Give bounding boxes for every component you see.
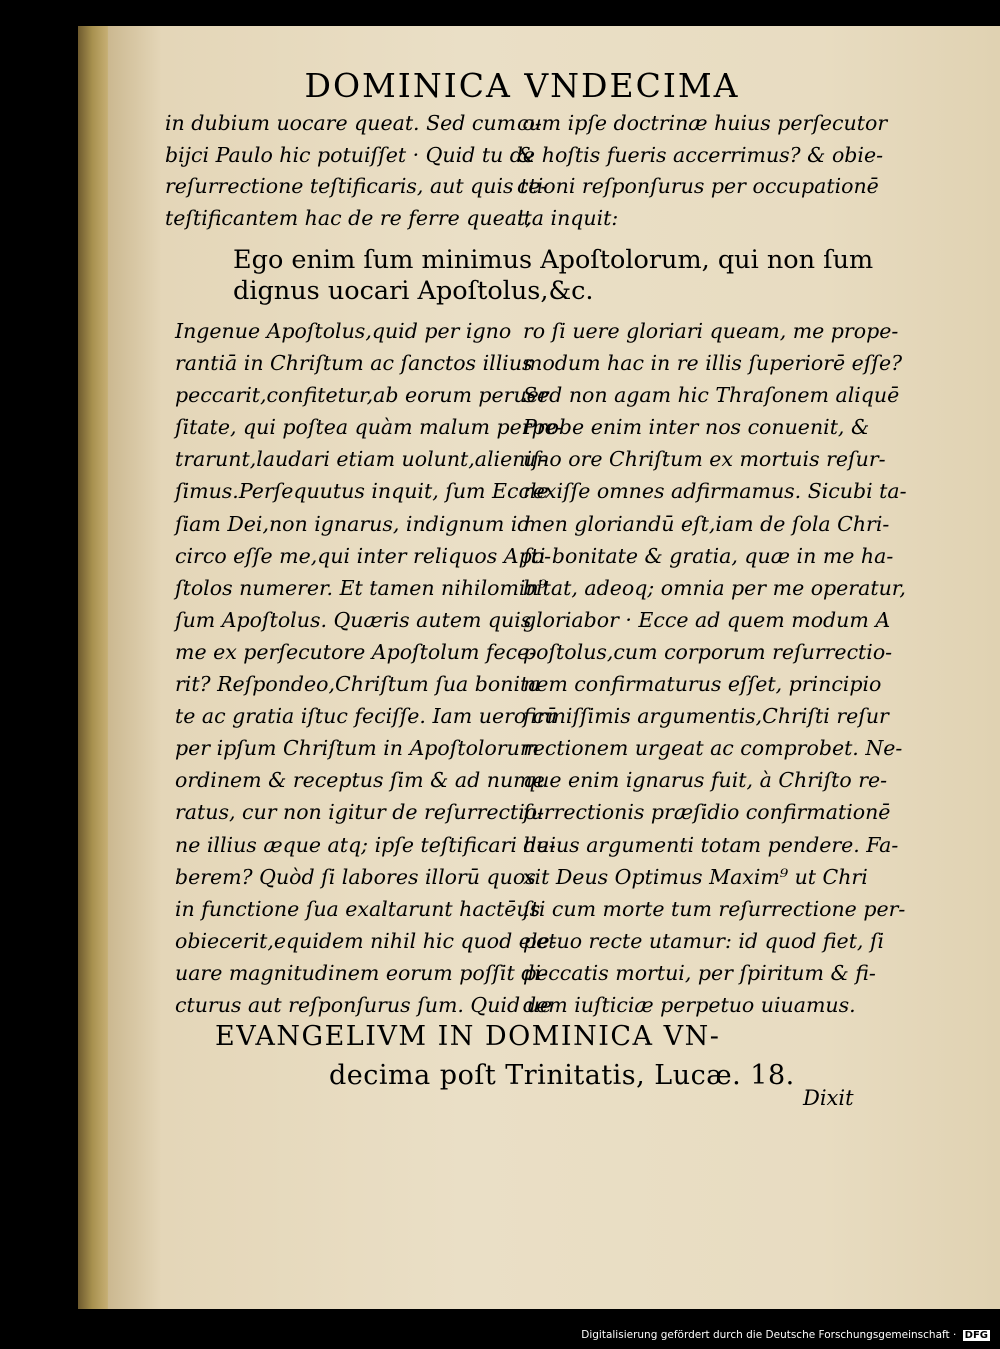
text-line: bitat, adeoq; omnia per me operatur, <box>523 575 906 600</box>
text-line: huius argumenti totam pendere. Fa- <box>523 832 899 857</box>
text-line: petuo recte utamur: id quod fiet, ſi <box>523 928 885 953</box>
text-line: ratus, cur non igitur de reſurrectio- <box>175 800 545 825</box>
text-line: ſtolos numerer. Et tamen nihilomin⁹ <box>175 575 547 600</box>
text-line: poſtolus,cum corporum reſurrectio- <box>523 639 893 664</box>
text-line: rectionem urgeat ac comprobet. Ne- <box>523 736 903 761</box>
text-line: dem iuſticiæ perpetuo uiuamus. <box>523 992 856 1017</box>
heading-line: EVANGELIVM IN DOMINICA VN- <box>215 1021 721 1052</box>
gospel-heading <box>215 1017 795 1095</box>
text-line: rantiā in Chriſtum ac ſanctos illius <box>175 351 533 376</box>
text-line: me ex perſecutore Apoſtolum fece- <box>175 639 537 664</box>
text-line: ordinem & receptus ſim & ad nume <box>175 768 545 793</box>
text-line: ſimus.Perſequutus inquit, ſum Eccle <box>175 479 549 504</box>
text-line: ſiam Dei,non ignarus, indignum id <box>175 511 531 536</box>
credit-text: Digitalisierung gefördert durch die Deutsche Forschungsgemeinschaft · <box>581 1329 957 1341</box>
scripture-verse <box>233 245 873 307</box>
catchword: Dixit <box>803 1086 854 1110</box>
text-line: firmiſſimis argumentis,Chriſti reſur <box>523 704 889 729</box>
text-line: ſitate, qui poſtea quàm malum perpe- <box>175 415 564 440</box>
text-line: circo eſſe me,qui inter reliquos Apo- <box>175 543 552 568</box>
text-line: & hoſtis fueris accerrimus? & obie- <box>517 142 884 167</box>
text-line: men gloriandū eſt,iam de ſola Chri- <box>523 511 890 536</box>
text-line: in functione ſua exaltarunt hactēus <box>175 896 541 921</box>
text-line: cturus aut reſponſurus ſum. Quid ue <box>175 992 552 1017</box>
text-line: ro ſi uere gloriari queam, me prope- <box>523 319 899 343</box>
text-line: reſurrectione teſtificaris, aut quis te- <box>165 174 548 198</box>
text-line: Ingenue Apoſtolus,quid per igno <box>175 319 512 343</box>
text-line: ſurrectionis præſidio confirmationē <box>523 800 891 825</box>
text-line: Sed non agam hic Thraſonem aliquē <box>523 383 900 408</box>
top-right-column <box>517 108 887 234</box>
text-line: bijci Paulo hic potuiſſet · Quid tu de <box>165 142 536 167</box>
digitization-credit <box>581 1329 990 1341</box>
text-line: ita inquit: <box>517 205 619 230</box>
text-line: ne illius æque atq; ipſe teſtificari de- <box>175 832 556 857</box>
text-line: in dubium uocare queat. Sed cum o- <box>165 111 542 135</box>
text-line: berem? Quòd ſi labores illorū quos <box>175 864 536 889</box>
text-line: ctioni reſponſurus per occupationē <box>517 174 879 198</box>
text-line: ſti cum morte tum reſurrectione per- <box>523 896 906 921</box>
text-line: gloriabor · Ecce ad quem modum A <box>523 607 891 632</box>
text-line: que enim ignarus fuit, à Chriſto re- <box>523 768 888 793</box>
right-body-column <box>523 315 907 1021</box>
text-line: obiecerit,equidem nihil hic quod ele- <box>175 928 557 953</box>
text-line: ſum Apoſtolus. Quæris autem quis <box>175 607 532 632</box>
text-line: teſtificantem hac de re ferre queat, <box>165 205 532 230</box>
dfg-logo: DFG <box>964 1330 988 1341</box>
running-header: DOMINICA VNDECIMA <box>304 66 740 105</box>
verse-line: Ego enim ſum minimus Apoſtolorum, qui non ſum <box>233 245 874 275</box>
text-line: te ac gratia iſtuc feciſſe. Iam uero cū <box>175 704 558 729</box>
text-line: cum ipſe doctrinæ huius perſecutor <box>517 111 888 135</box>
text-line: peccatis mortui, per ſpiritum & fi- <box>523 960 876 985</box>
top-left-column <box>165 108 547 234</box>
text-line: ſti bonitate & gratia, quæ in me ha- <box>523 543 894 568</box>
text-line: rexiſſe omnes adfirmamus. Sicubi ta- <box>523 479 907 504</box>
left-body-column <box>175 315 564 1021</box>
text-line: per ipſum Chriſtum in Apoſtolorum <box>175 736 540 761</box>
text-line: Probe enim inter nos conuenit, & <box>523 415 870 440</box>
text-line: uare magnitudinem eorum poſſit di- <box>175 960 548 985</box>
text-line: modum hac in re illis ſuperiorē eſſe? <box>523 351 903 376</box>
verse-line: dignus uocari Apoſtolus,&c. <box>233 276 594 306</box>
text-line: trarunt,laudari etiam uolunt,alieniſ- <box>175 447 547 472</box>
heading-line: decima poſt Trinitatis, Lucæ. 18. <box>329 1060 795 1091</box>
text-line: nem confirmaturus eſſet, principio <box>523 672 882 697</box>
text-line: rit? Reſpondeo,Chriſtum ſua bonita <box>175 672 541 697</box>
text-line: peccarit,confitetur,ab eorum peruer <box>175 383 549 408</box>
text-line: uno ore Chriſtum ex mortuis reſur- <box>523 447 886 472</box>
text-line: xit Deus Optimus Maxim⁹ ut Chri <box>523 864 868 889</box>
